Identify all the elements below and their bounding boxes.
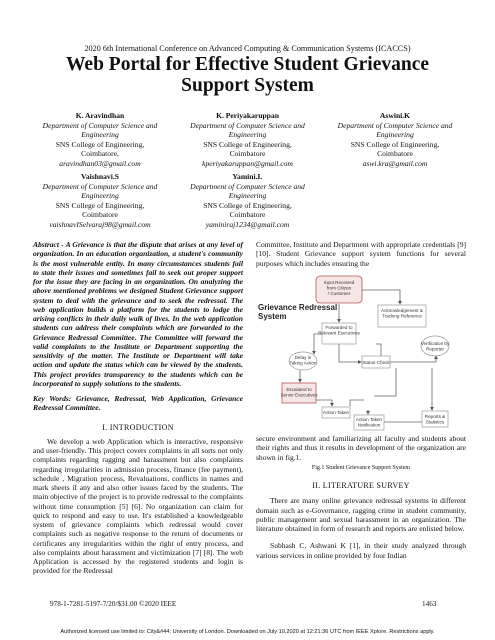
author-dept-2: Engineering [228, 130, 267, 140]
author-inst: SNS College of Engineering, [203, 139, 292, 149]
intro-heading: I. INTRODUCTION [102, 422, 174, 432]
node-notify-label: Action Taken Notification [355, 417, 383, 428]
author-city: Coimbatore [229, 149, 266, 159]
author-block-1 [30, 111, 170, 169]
author-dept-2: Engineering [81, 130, 119, 140]
left-column [33, 240, 243, 576]
footer-isbn: 978-1-7281-5197-7/20/$31.00 ©2020 IEEE [50, 600, 177, 608]
author-block-3 [325, 111, 465, 169]
author-dept-2: Engineering [376, 130, 414, 140]
flowchart-title-2: System [258, 312, 287, 321]
author-block-5 [175, 172, 320, 230]
author-dept: Department of Computer Science and [42, 120, 158, 130]
author-city: Coimbatore [82, 210, 118, 220]
node-input-label: Input Received from Citizen / Customer [323, 280, 355, 296]
node-delay-label: Delay in Taking Action [289, 355, 317, 366]
literature-heading: II. LITERATURE SURVEY [312, 481, 410, 490]
node-escalated-label: Escalated to Senior Executives [280, 387, 318, 398]
author-email: aravindhan03@gmail.com [59, 158, 141, 168]
literature-paragraph-2: Subhash C, Ashwani K [1], in their study analyzed through various services in online provided by four Indian [256, 541, 466, 560]
author-inst: SNS College of Engineering, [55, 139, 145, 149]
intro-paragraph: We develop a web Application which is interactive, responsive and user-friendly. This project covers complaints in all sorts not only complaints regarding ragging and harassment but also complaints regarding irregularities in admission process, finance (fee payment), schedule , Migration process, Revaluations, conflicts in names and mark sheets if any and also other issues faced by the students. The main objective of the project is to provide redressal to the complaints without time consumption [5] [6]. No organization can claim for quick to respond and easy to use. It's established a knowledgeable system of grievance complaints which redressal would cover complaints such as negative response to the return of documents or certificates any irregularities within the right of entry process, and also complaints about harassment and victimization [7] [8]. The web Application is accessed by the registered students and login is provided for the Redressal [33, 436, 243, 576]
node-forward-label: Forwarded to Relevant Executives [318, 325, 360, 336]
right-top-paragraph: Committee, Institute and Department with appropriate credentials [9] [10]. Student Grievance support system functions for several purposes which includes ensuring the [256, 240, 466, 268]
author-city: Coimbatore [229, 210, 266, 220]
author-email: vaishnavISelvaraj98@gmail.com [49, 219, 151, 229]
author-inst: SNS College of Engineering, [55, 200, 145, 210]
author-dept-2: Engineering [81, 191, 119, 201]
node-ack-label: Acknowledgement & Tracking Reference [381, 308, 423, 319]
author-dept: Department of Computer Science and [42, 181, 158, 191]
author-name: K. Periyakaruppan [216, 111, 279, 120]
author-name: Vaishnavi.S [81, 172, 119, 181]
right-column-bottom [256, 434, 466, 560]
title-line-2: Support System [181, 75, 314, 96]
author-inst: SNS College of Engineering, [203, 200, 292, 210]
keywords: Key Words: Grievance, Redressal, Web Application, Grievance Redressal Committee. [33, 394, 243, 413]
author-dept: Department of Computer Science and [190, 120, 305, 130]
paper-title [40, 54, 455, 96]
node-status-label: Status Check [362, 360, 390, 365]
node-action-label: Action Taken [322, 410, 350, 415]
abstract-text: A Grievance is that the dispute that arises at any level of organization. In an education organization, a student's community is the most vulnerable entity. In many circumstances students fail to state their issues and sometimes fail to seek out proper support for the issue they are facing in an organization. On analyzing the above mentioned problems we designed Student Grievance support system to deal with the grievance and to seek the redressal. The web application builds a platform for the students to lodge the arising conflicts in their daily walk of lives. In the web application students can address their complaints which are forwarded to the Grievance Redressal Committee. The Committee will forward the valid complaints to the Institute or Department supporting the sensitivity of the matter. The Institute or Department will take action and update the status which can be viewed by the students. This project provides transparency to the students which can be incorporated to supply solutions to the students. [33, 240, 243, 388]
conference-header: 2020 6th International Conference on Advanced Computing & Communication Systems (ICACCS) [84, 44, 411, 53]
author-email: aswi.kra@gmail.com [362, 158, 428, 168]
abstract-lead: Abstract - [33, 240, 66, 249]
node-verify-label: Verification by Reporter [420, 341, 450, 352]
grievance-flowchart [256, 272, 468, 432]
author-city: Coimbatore, [81, 149, 119, 159]
right-column-top [256, 240, 466, 268]
node-reports-label: Reports & Statistics [424, 414, 446, 425]
figure-caption: Fig.1 Student Grievance Support System [311, 464, 411, 471]
license-notice: Authorized licensed use limited to: City&#44; University of London. Downloaded on July 10,2020 at 12:21:36 UTC from IEEE Xplore. Restrictions apply. [60, 629, 435, 635]
author-name: Yamini.L [232, 172, 263, 181]
author-email: kperiyakaruppan@gmail.com [202, 158, 293, 168]
right-mid-paragraph: secure environment and familiarizing all faculty and students about their rights and thus it results in development of the organization are shown in fig.1. [256, 434, 466, 462]
author-block-4 [30, 172, 170, 230]
author-dept-2: Engineering [228, 191, 267, 201]
title-line-1: Web Portal for Effective Student Grievance [65, 54, 430, 75]
flowchart-title-1: Grievance Redressal [258, 303, 338, 312]
author-inst: SNS College of Engineering, [350, 139, 440, 149]
literature-paragraph-1: There are many online grievance redressal systems in different domain such as e-Governance, ragging crime in student community, public management and sexual harassment in an organization. The literature obtained in form of research and reports are enlisted below. [256, 496, 466, 533]
abstract [33, 240, 243, 388]
author-block-2 [175, 111, 320, 169]
author-dept: Department of Computer Science and [190, 181, 305, 191]
author-name: Aswini.K [379, 111, 411, 120]
footer-page-number: 1463 [422, 600, 437, 608]
author-dept: Department of Computer Science and [337, 120, 453, 130]
author-name: K. Aravindhan [75, 111, 125, 120]
author-city: Coimbatore [377, 149, 413, 159]
author-email: yaminiraj1234@gmail.com [205, 219, 290, 229]
